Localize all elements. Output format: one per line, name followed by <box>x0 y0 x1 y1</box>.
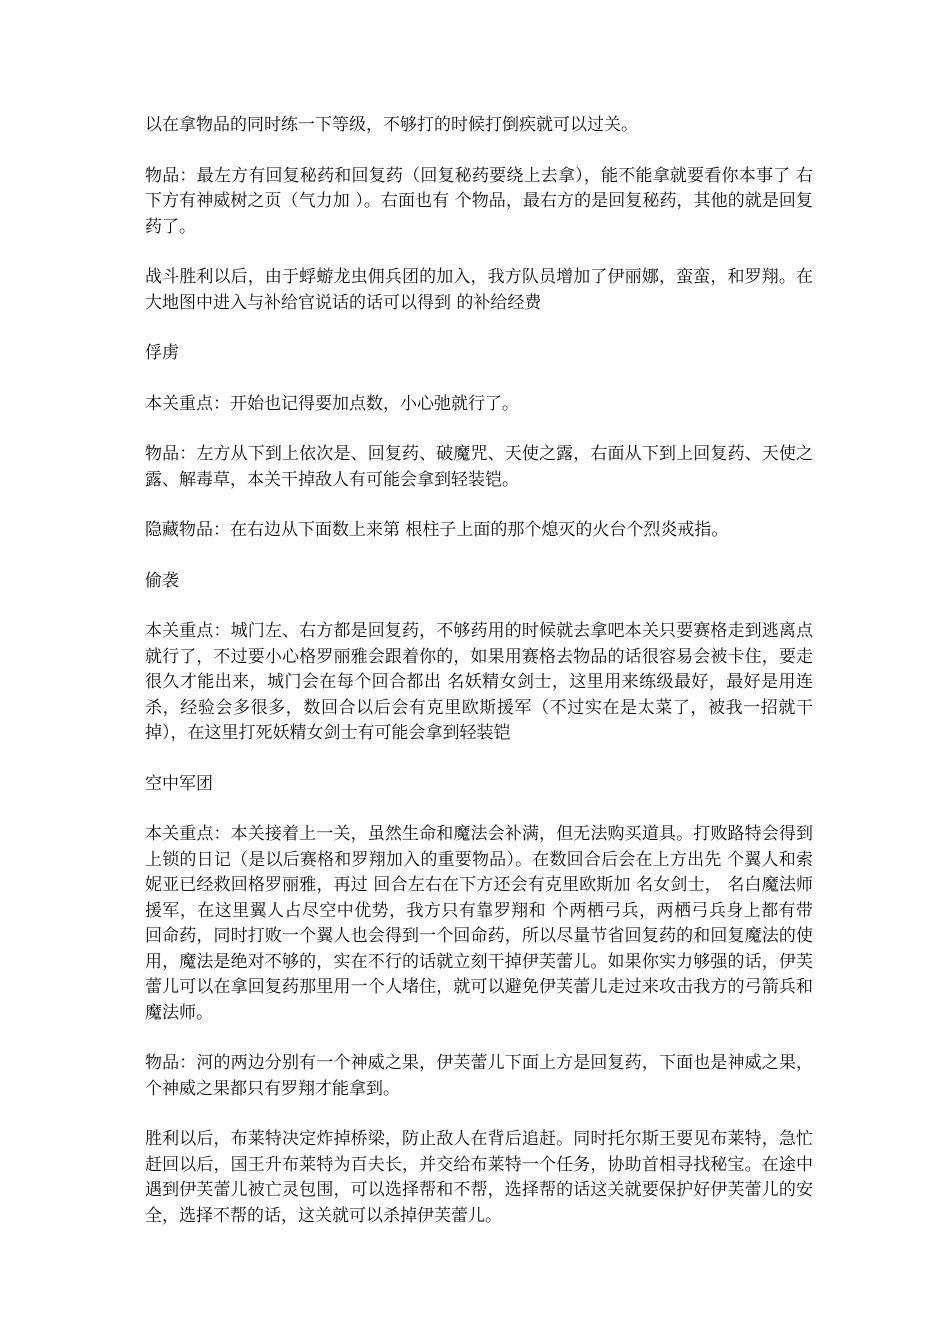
paragraph-captive-items: 物品：左方从下到上依次是、回复药、破魔咒、天使之露，右面从下到上回复药、天使之露、解毒草，本关干掉敌人有可能会拿到轻装铠。 <box>145 444 813 490</box>
paragraph-captive-key-point: 本关重点：开始也记得要加点数，小心弛就行了。 <box>145 393 519 414</box>
paragraph-air-force-items: 物品：河的两边分别有一个神威之果，伊芙蕾儿下面上方是回复药，下面也是神威之果， 个神威之果都只有罗翔才能拿到。 <box>145 1053 813 1099</box>
document-page <box>145 113 813 1254</box>
paragraph-raid-key-point: 本关重点：城门左、右方都是回复药，不够药用的时候就去拿吧本关只要赛格走到逃离点就行了，不过要小心格罗丽雅会跟着你的，如果用赛格去物品的话很容易会被卡住，要走很久才能出来，城门会在每个回合都出 名妖精女剑士，这里用来练级最好，最好是用连杀，经验会多很多，数回合以后会有克里欧斯援军（不过实在是太菜了，被我一招就干掉），在这里打死妖精女剑士有可能会拿到轻装铠 <box>145 621 813 743</box>
section-title-raid: 偷袭 <box>145 570 179 591</box>
paragraph-after-battle: 战斗胜利以后，由于蜉蝣龙虫佣兵团的加入，我方队员增加了伊丽娜，蛮蛮，和罗翔。在大地图中进入与补给官说话的话可以得到 的补给经费 <box>145 267 813 313</box>
section-title-captive: 俘虏 <box>145 343 179 363</box>
paragraph-air-force-key-point: 本关重点：本关接着上一关，虽然生命和魔法会补满，但无法购买道具。打败路特会得到上锁的日记（是以后赛格和罗翔加入的重要物品）。在数回合后会在上方出先 个翼人和索妮亚已经救回格罗丽雅，再过 回合左右在下方还会有克里欧斯加 名女剑士， 名白魔法师援军，在这里翼人占尽空中优势，我方只有靠罗翔和 个两栖弓兵，两栖弓兵身上都有带回命药，同时打败一个翼人也会得到一个回命药，所以尽量节省回复药的和回复魔法的使用，魔法是绝对不够的，实在不行的话就立刻干掉伊芙蕾儿。如果你实力够强的话，伊芙蕾儿可以在拿回复药那里用一个人堵住，就可以避免伊芙蕾儿走过来攻击我方的弓箭兵和魔法师。 <box>145 824 813 1023</box>
paragraph-after-victory: 胜利以后，布莱特决定炸掉桥梁，防止敌人在背后追赶。同时托尔斯王要见布莱特，急忙赶回以后，国王升布莱特为百夫长，并交给布莱特一个任务，协助首相寻找秘宝。在途中遇到伊芙蕾儿被亡灵包围，可以选择帮和不帮，选择帮的话这关就要保护好伊芙蕾儿的安全，选择不帮的话，这关就可以杀掉伊芙蕾儿。 <box>145 1129 813 1226</box>
section-title-air-force: 空中军团 <box>145 773 213 794</box>
paragraph-captive-hidden-items: 隐藏物品：在右边从下面数上来第 根柱子上面的那个熄灭的火台个烈炎戒指。 <box>145 520 729 540</box>
paragraph-items-1: 物品：最左方有回复秘药和回复药（回复秘药要绕上去拿），能不能拿就要看你本事了 右下方有神威树之页（气力加 ）。右面也有 个物品，最右方的是回复秘药，其他的就是回复药了。 <box>145 165 813 237</box>
paragraph-leveling-tip: 以在拿物品的同时练一下等级，不够打的时候打倒疾就可以过关。 <box>145 115 638 135</box>
